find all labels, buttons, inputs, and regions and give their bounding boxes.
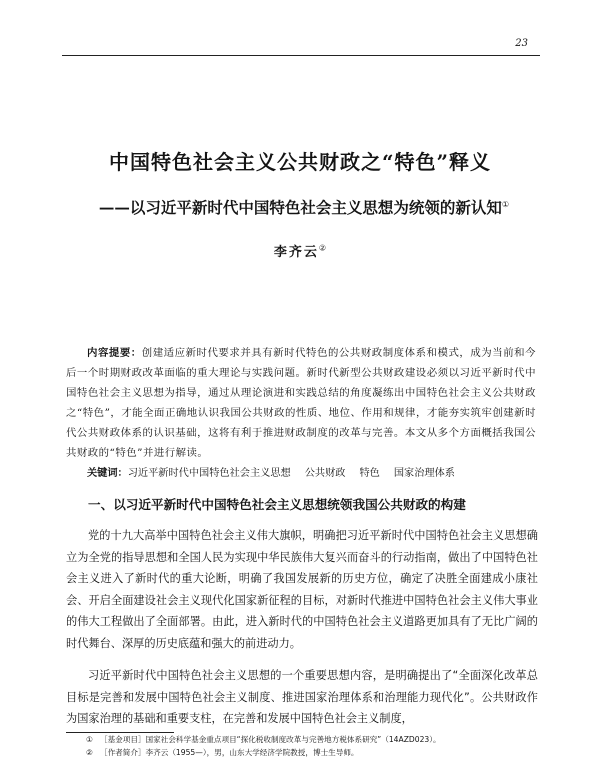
article-title: 中国特色社会主义公共财政之“特色”释义 [108,150,491,174]
footnote-mark: ② [86,747,93,757]
abstract-text: 创建适应新时代要求并具有新时代特色的公共财政制度体系和模式，成为当前和今后一个时期财政改革面临的重大理论与实践问题。新时代新型公共财政建设必须以习近平新时代中国特色社会主义思想为指导，通过从理论演进和实践总结的角度凝练出中国特色社会主义公共财政之“特色”，才能全面正确地认识我国公共财政的性质、地位、作用和规律，才能夯实筑牢创建新时代公共财政体系的认识基础，这将有利于推进财政制度的改革与完善。本文从多个方面概括我国公共财政的“特色”并进行解读。 [66,347,536,459]
abstract-label: 内容提要： [87,347,142,359]
author-name: 李齐云 [273,245,319,260]
footnote-rule [66,732,174,733]
header-rule [62,55,540,56]
footnote [86,747,546,760]
body-paragraph: 习近平新时代中国特色社会主义思想的一个重要思想内容，是明确提出了“全面深化改革总目标是完善和发展中国特色社会主义制度、推进国家治理体系和治理能力现代化”。公共财政作为国家治理的基础和重要支柱，在完善和发展中国特色社会主义制度， [66,669,538,725]
subtitle-footnote-mark: ① [501,199,510,209]
keywords [87,466,537,482]
abstract [66,343,536,463]
keyword: 国家治理体系 [393,468,455,479]
footnote-text: ［基金项目］国家社会科学基金重点项目“探化税收制度改革与完善地方税体系研究”（14AZD023）。 [100,735,441,744]
footnotes [86,734,546,759]
keyword: 习近平新时代中国特色社会主义思想 [127,468,291,479]
author-footnote-mark: ② [318,243,327,253]
keyword: 特色 [359,468,380,479]
author [0,241,600,260]
footnote-text: ［作者简介］李齐云（1955—），男，山东大学经济学院教授，博士生导师。 [100,747,359,757]
subtitle-text: ——以习近平新时代中国特色社会主义思想为统领的新认知 [98,198,502,217]
keywords-label: 关键词： [87,468,128,479]
footnote-mark: ① [86,735,93,744]
footnote [86,734,546,747]
section-heading: 一、以习近平新时代中国特色社会主义思想统领我国公共财政的构建 [88,497,466,512]
article-subtitle [64,196,544,218]
keyword: 公共财政 [304,468,346,479]
page-number: 23 [515,38,528,49]
body-paragraph: 党的十九大高举中国特色社会主义伟大旗帜，明确把习近平新时代中国特色社会主义思想确立为全党的指导思想和全国人民为实现中华民族伟大复兴而奋斗的行动指南，做出了中国特色社会主义进入了新时代的重大论断，明确了我国发展新的历史方位，确定了决胜全面建成小康社会、开启全面建设社会主义现代化国家新征程的目标，对新时代推进中国特色社会主义伟大事业的伟大工程做出了全面部署。由此，进入新时代的中国特色社会主义道路更加具有了无比广阔的时代舞台、深厚的历史底蕴和强大的前进动力。 [66,529,538,650]
